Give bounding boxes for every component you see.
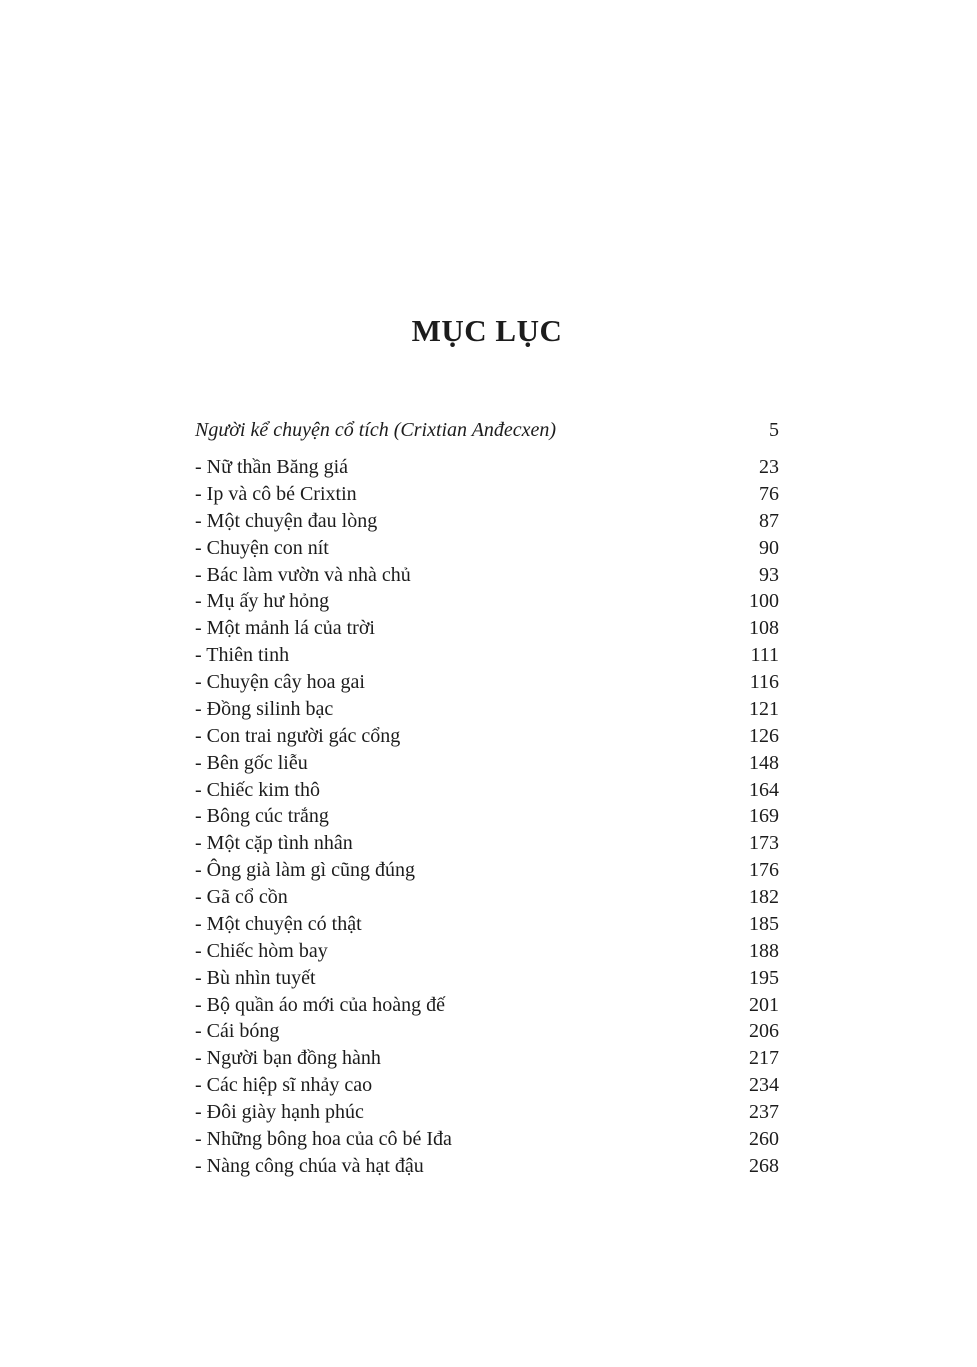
toc-entry xyxy=(195,588,779,615)
toc-entry-title: - Mụ ấy hư hỏng xyxy=(195,590,330,613)
toc-entry xyxy=(195,1018,779,1045)
toc-entry-title: - Con trai người gác cổng xyxy=(195,724,401,747)
toc-entry-title: - Nàng công chúa và hạt đậu xyxy=(195,1154,424,1177)
toc-entry xyxy=(195,508,779,535)
toc-entry-title: - Ip và cô bé Crixtin xyxy=(195,482,357,505)
toc-entry-page: 260 xyxy=(749,1127,779,1150)
toc-entry-page: 87 xyxy=(759,509,779,532)
toc-entry-title: - Cái bóng xyxy=(195,1020,280,1043)
toc-entry xyxy=(195,723,779,750)
toc-entry-title: - Chuyện cây hoa gai xyxy=(195,671,365,693)
toc-entry-page: 100 xyxy=(749,590,779,613)
toc-entry-title: - Một chuyện có thật xyxy=(195,912,362,935)
toc-entry xyxy=(195,696,779,723)
toc-entry-title: - Các hiệp sĩ nhảy cao xyxy=(195,1074,373,1097)
toc-entry xyxy=(195,884,779,911)
toc-entry-page: 108 xyxy=(749,617,779,640)
toc-entry xyxy=(195,1045,779,1072)
toc-entry xyxy=(195,669,779,696)
toc-entry-page: 206 xyxy=(749,1020,779,1043)
toc-entry xyxy=(195,750,779,777)
toc-entry xyxy=(195,938,779,965)
toc-entry-page: 173 xyxy=(749,832,779,855)
toc-entry-page: 169 xyxy=(749,805,779,828)
toc-entry-page: 121 xyxy=(749,697,779,720)
toc-entry xyxy=(195,535,779,562)
toc-entry-page: 126 xyxy=(749,724,779,747)
toc-entry-title: - Gã cổ cồn xyxy=(195,886,288,908)
toc-entry-page: 164 xyxy=(749,778,779,801)
toc-intro-entry-page: 5 xyxy=(769,419,779,441)
toc-entry xyxy=(195,1153,779,1180)
toc-entry-title: - Đồng silinh bạc xyxy=(195,697,334,720)
toc-entry-title: - Chiếc kim thô xyxy=(195,778,320,801)
toc-entry-page: 217 xyxy=(749,1047,779,1070)
toc-entry-page: 176 xyxy=(749,859,779,882)
toc-entry xyxy=(195,1126,779,1153)
toc-entry-page: 268 xyxy=(749,1154,779,1177)
toc-entry xyxy=(195,857,779,884)
toc-entry-page: 23 xyxy=(759,456,779,478)
toc-entry-title: - Nữ thần Băng giá xyxy=(195,456,349,478)
toc-entry-title: - Chiếc hòm bay xyxy=(195,939,328,962)
toc-entry xyxy=(195,803,779,830)
toc-entry-title: - Bác làm vườn và nhà chủ xyxy=(195,563,411,586)
toc-entry-page: 237 xyxy=(749,1101,779,1123)
toc-entry-page: 116 xyxy=(749,671,779,693)
toc-entry-page: 76 xyxy=(759,482,779,505)
toc-entry-page: 148 xyxy=(749,751,779,774)
toc-intro-entry-title: Người kể chuyện cổ tích (Crixtian Anđecxen) xyxy=(195,419,557,441)
toc-entry xyxy=(195,830,779,857)
toc-entry-title: - Bông cúc trắng xyxy=(195,805,329,828)
toc-entry-title: - Thiên tinh xyxy=(195,644,290,667)
toc-entry-title: - Một chuyện đau lòng xyxy=(195,509,378,532)
toc-entry xyxy=(195,1072,779,1099)
toc-entry xyxy=(195,642,779,669)
toc-entry xyxy=(195,992,779,1019)
toc-entry-title: - Đôi giày hạnh phúc xyxy=(195,1101,364,1123)
toc-entry xyxy=(195,911,779,938)
toc-entry xyxy=(195,1099,779,1126)
toc-entry-page: 185 xyxy=(749,912,779,935)
toc-entry-title: - Một cặp tình nhân xyxy=(195,832,353,855)
toc-entry-page: 195 xyxy=(749,966,779,989)
toc-entry-title: - Ông già làm gì cũng đúng xyxy=(195,859,415,882)
toc-entry-page: 201 xyxy=(749,993,779,1016)
toc-entry xyxy=(195,481,779,508)
toc-entry-page: 182 xyxy=(749,886,779,908)
toc-entry xyxy=(195,562,779,589)
page-title: MỤC LỤC xyxy=(411,313,563,348)
toc-entry-list xyxy=(195,454,779,1180)
toc-entry-title: - Bù nhìn tuyết xyxy=(195,966,316,989)
toc-entry xyxy=(195,615,779,642)
toc-entry-title: - Người bạn đồng hành xyxy=(195,1047,381,1070)
toc-entry-title: - Chuyện con nít xyxy=(195,536,329,559)
toc-entry-page: 188 xyxy=(749,939,779,962)
toc-entry-page: 93 xyxy=(759,563,779,586)
toc-entry-title: - Những bông hoa của cô bé Iđa xyxy=(195,1127,452,1150)
toc-entry-title: - Một mảnh lá của trời xyxy=(195,617,375,640)
toc-entry-page: 111 xyxy=(750,644,779,667)
toc-entry xyxy=(195,454,779,481)
toc-entry-title: - Bên gốc liễu xyxy=(195,751,308,774)
toc-entry-page: 234 xyxy=(749,1074,779,1097)
toc-entry-title: - Bộ quần áo mới của hoàng đế xyxy=(195,993,445,1016)
toc-intro-entry xyxy=(195,417,779,444)
toc-entry xyxy=(195,965,779,992)
toc-entry xyxy=(195,777,779,804)
toc-entry-page: 90 xyxy=(759,536,779,559)
